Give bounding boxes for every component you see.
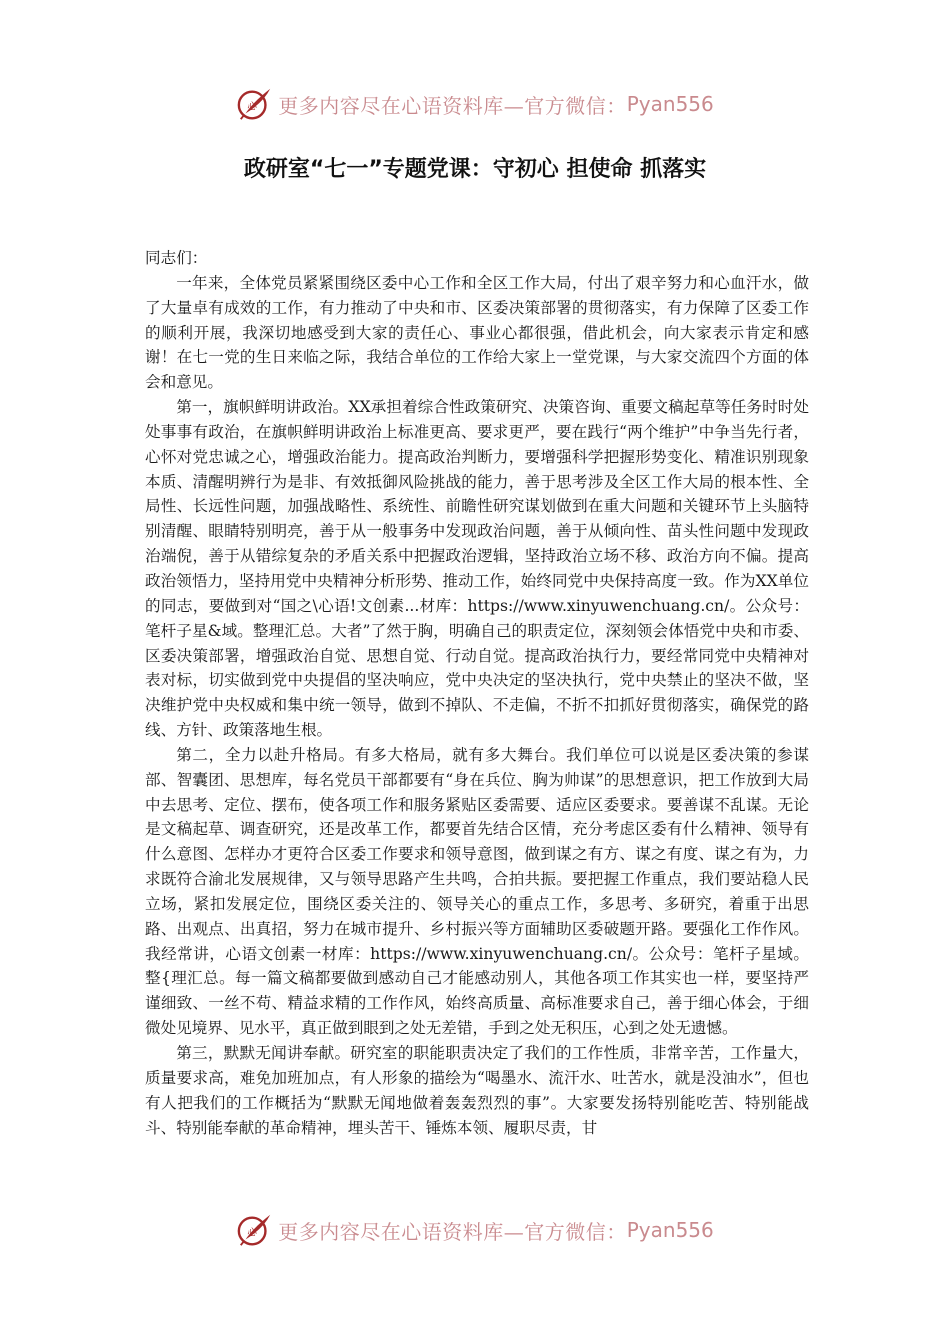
paragraph-second: 第二，全力以赴升格局。有多大格局，就有多大舞台。我们单位可以说是区委决策的参谋部、智囊团、思想库，每名党员干部都要有“身在兵位、胸为帅谋”的思想意识，把工作放到大局中去思考、定位、摆布，使各项工作和服务紧贴区委需要、适应区委要求。要善谋不乱谋。无论是文稿起草、调查研究，还是改革工作，都要首先结合区情，充分考虑区委有什么精神、领导有什么意图、怎样办才更符合区委工作要求和领导意图，做到谋之有方、谋之有度、谋之有为，力求既符合渝北发展规律，又与领导思路产生共鸣，合拍共振。要把握工作重点，我们要站稳人民立场，紧扣发展定位，围绕区委关注的、领导关心的重点工作，多思考、多研究，着重于出思路、出观点、出真招，努力在城市提升、乡村振兴等方面辅助区委破题开路。要强化工作作风。我经常讲，心语文创素一材库：https://www.xinyuwenchuang.cn/。公众号：笔杆子星域。整{理汇总。每一篇文稿都要做到感动自己才能感动别人，其他各项工作其实也一样，要坚持严谨细致、一丝不苟、精益求精的工作作风，始终高质量、高标准要求自己，善于细心体会，于细微处见境界、见水平，真正做到眼到之处无差错，手到之处无积压，心到之处无遗憾。 xyxy=(145,745,809,1038)
svg-text:心: 心 xyxy=(247,101,258,113)
salutation: 同志们： xyxy=(145,249,208,267)
watermark-text: 更多内容尽在心语资料库—官方微信： xyxy=(278,93,627,118)
document-title: 政研室“七一”专题党课：守初心 担使命 抓落实 xyxy=(243,157,707,182)
quill-logo-icon xyxy=(236,1211,274,1249)
paragraph-first: 第一，旗帜鲜明讲政治。XX承担着综合性政策研究、决策咨询、重要文稿起草等任务时时处处事事有政治，在旗帜鲜明讲政治上标准更高、要求更严，要在践行“两个维护”中争当先行者，心怀对党忠诚之心，增强政治能力。提高政治判断力，要增强科学把握形势变化、精准识别现象本质、清醒明辨行为是非、有效抵御风险挑战的能力，善于思考涉及全区工作大局的根本性、全局性、长远性问题，加强战略性、系统性、前瞻性研究谋划做到在重大问题和关键环节上头脑特别清醒、眼睛特别明亮，善于从一般事务中发现政治问题，善于从倾向性、苗头性问题中发现政治端倪，善于从错综复杂的矛盾关系中把握政治逻辑，坚持政治立场不移、政治方向不偏。提高政治领悟力，坚持用党中央精神分析形势、推动工作，始终同党中央保持高度一致。作为XX单位的同志，要做到对“国之\心语!文创素...材库：https://www.xinyuwenchuang.cn/。公众号：笔杆子星&域。整理汇总。大者”了然于胸，明确自己的职责定位，深刻领会体悟党中央和市委、区委决策部署，增强政治自觉、思想自觉、行动自觉。提高政治执行力，要经常同党中央精神对表对标，切实做到党中央提倡的坚决响应，党中央决定的坚决执行，党中央禁止的坚决不做，坚决维护党中央权威和集中统一领导，做到不掉队、不走偏，不折不扣抓好贯彻落实，确保党的路线、方针、政策落地生根。 xyxy=(145,398,809,740)
watermark-handle: Pyan556 xyxy=(626,92,714,116)
watermark-banner-bottom xyxy=(0,1208,950,1252)
paragraph-third: 第三，默默无闻讲奉献。研究室的职能职责决定了我们的工作性质，非常辛苦，工作量大，质量要求高，难免加班加点，有人形象的描绘为“喝墨水、流汗水、吐苦水，就是没油水”，但也有人把我们的工作概括为“默默无闻地做着轰轰烈烈的事”。大家要发扬特别能吃苦、特别能战斗、特别能奉献的革命精神，埋头苦干、锤炼本领、履职尽责，甘 xyxy=(145,1044,809,1137)
watermark-handle: Pyan556 xyxy=(626,1218,714,1242)
watermark-banner-top xyxy=(0,82,950,126)
document-body xyxy=(145,246,809,1140)
paragraph-intro: 一年来，全体党员紧紧围绕区委中心工作和全区工作大局，付出了艰辛努力和心血汗水，做了大量卓有成效的工作，有力推动了中央和市、区委决策部署的贯彻落实，有力保障了区委工作的顺利开展，我深切地感受到大家的责任心、事业心都很强，借此机会，向大家表示肯定和感谢！在七一党的生日来临之际，我结合单位的工作给大家上一堂党课，与大家交流四个方面的体会和意见。 xyxy=(145,273,809,392)
watermark-text: 更多内容尽在心语资料库—官方微信： xyxy=(278,1219,627,1244)
quill-logo-icon xyxy=(236,85,274,123)
svg-text:心: 心 xyxy=(247,1227,258,1239)
